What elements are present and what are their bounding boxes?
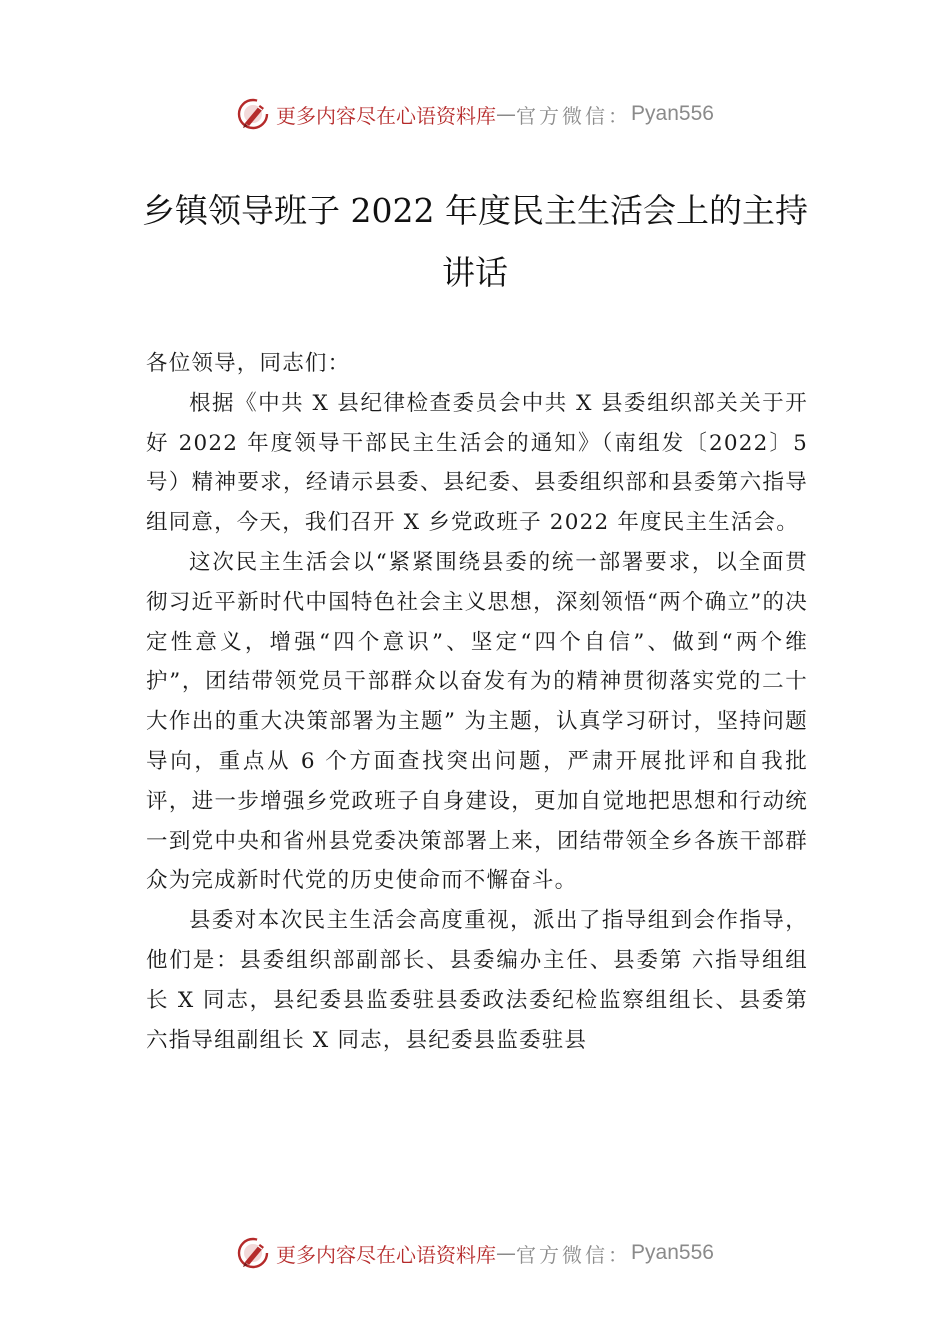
banner-separator: — <box>496 102 517 126</box>
banner-text: 更多内容尽在心语资料库 <box>276 1242 497 1267</box>
pen-logo-icon <box>236 1236 270 1270</box>
paragraph: 县委对本次民主生活会高度重视，派出了指导组到会作指导，他们是：县委组织部副部长、县委编办主任、县委第 六指导组组长 X 同志，县纪委县监委驻县委政法委纪检监察组组长、县委第六指导组副组长 X 同志，县纪委县监委驻县 <box>146 908 808 1053</box>
salutation: 各位领导，同志们： <box>146 351 351 376</box>
banner-wechat-id: Pyan556 <box>631 102 714 125</box>
pen-logo-icon <box>236 97 270 131</box>
banner-wechat-id: Pyan556 <box>631 1241 714 1264</box>
footer-banner <box>0 1233 950 1273</box>
banner-wechat-label: 官方微信： <box>516 103 632 128</box>
paragraph: 这次民主生活会以“紧紧围绕县委的统一部署要求，以全面贯彻习近平新时代中国特色社会主义思想，深刻领悟“两个确立”的决定性意义，增强“四个意识”、坚定“四个自信”、做到“两个维护”，团结带领党员干部群众以奋发有为的精神贯彻落实党的二十大作出的重大决策部署为主题” 为主题，认真学习研讨，坚持问题导向，重点从 6 个方面查找突出问题，严肃开展批评和自我批评，进一步增强乡党政班子自身建设，更加自觉地把思想和行动统一到党中央和省州县党委决策部署上来，团结带领全乡各族干部群众为完成新时代党的历史使命而不懈奋斗。 <box>146 549 808 894</box>
document-body <box>146 344 808 1060</box>
paragraph: 根据《中共 X 县纪律检查委员会中共 X 县委组织部关关于开好 2022 年度领导干部民主生活会的通知》（南组发〔2022〕5 号）精神要求，经请示县委、县纪委、县委组织部和县委第六指导组同意，今天，我们召开 X 乡党政班子 2022 年度民主生活会。 <box>146 390 808 536</box>
banner-wechat-label: 官方微信： <box>516 1242 632 1267</box>
document-title: 乡镇领导班子 2022 年度民主生活会上的主持讲话 <box>142 191 808 292</box>
banner-text: 更多内容尽在心语资料库 <box>276 103 497 128</box>
banner-separator: — <box>496 1241 517 1265</box>
header-banner <box>0 94 950 134</box>
